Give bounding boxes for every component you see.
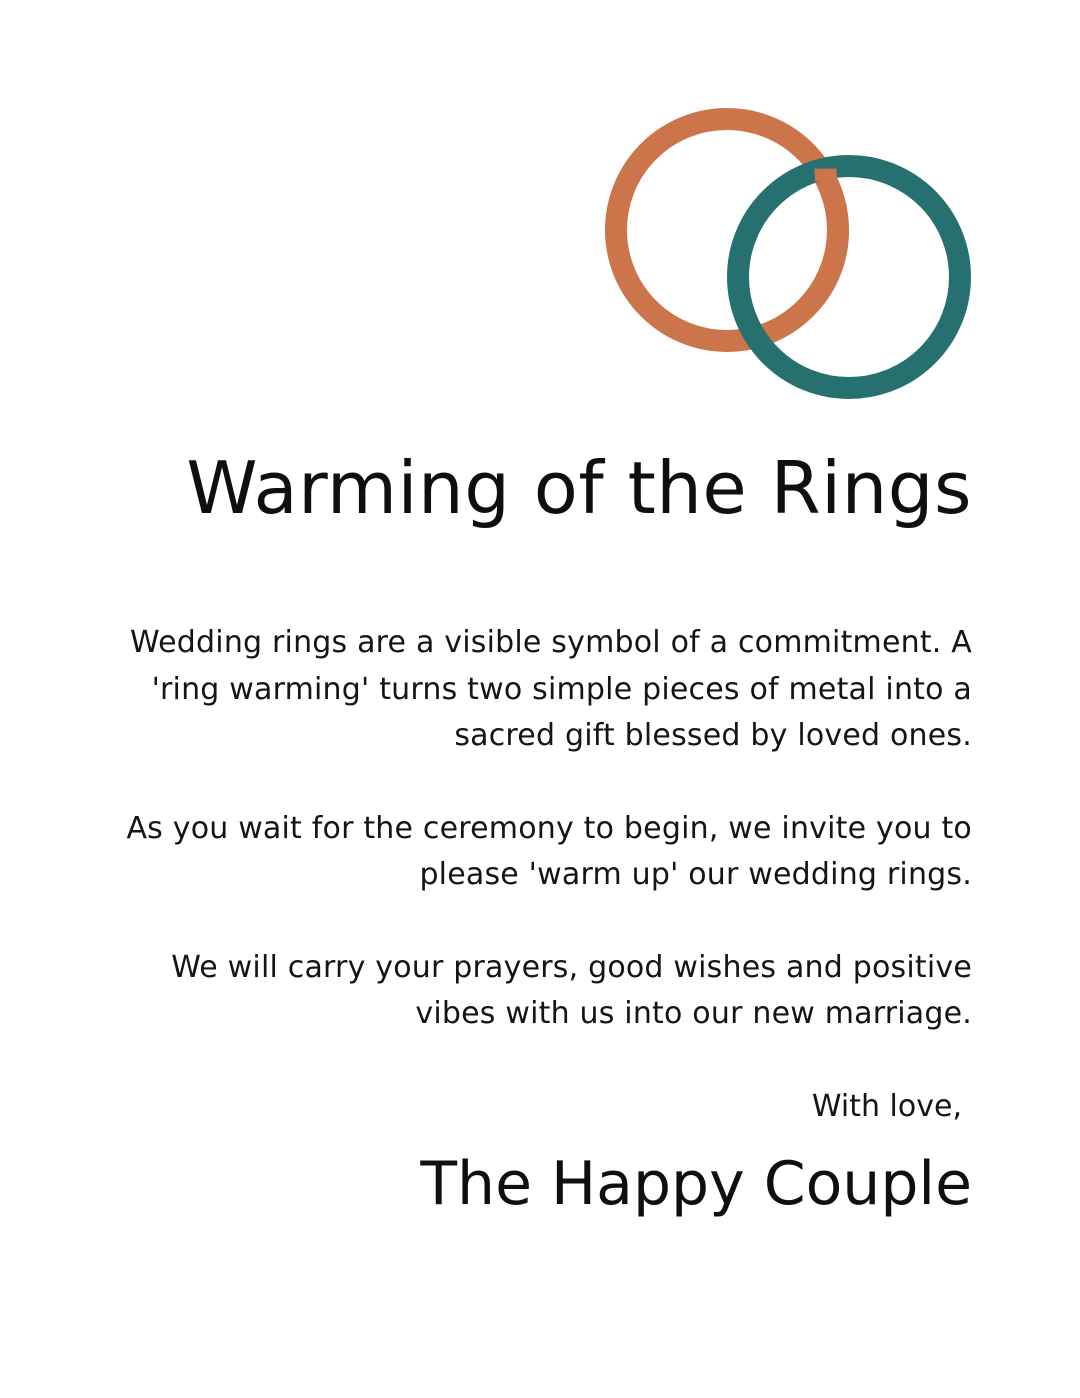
page-title: Warming of the Rings [186, 446, 972, 530]
sign-content [112, 440, 972, 1224]
orange-ring [616, 119, 838, 341]
signoff: With love, [811, 1088, 962, 1124]
teal-ring [738, 166, 960, 388]
interlocking-rings-icon [596, 100, 982, 410]
signature: The Happy Couple [420, 1148, 972, 1219]
paragraph-invitation: As you wait for the ceremony to begin, we invite you to please 'warm up' our wedding rings. [126, 810, 972, 892]
paragraph-blessing: We will carry your prayers, good wishes and positive vibes with us into our new marriage. [171, 949, 972, 1031]
orange-ring-overlap [826, 169, 827, 181]
paragraph-ring-meaning: Wedding rings are a visible symbol of a commitment. A 'ring warming' turns two simple pieces of metal into a sacred gift blessed by loved ones. [130, 625, 972, 753]
